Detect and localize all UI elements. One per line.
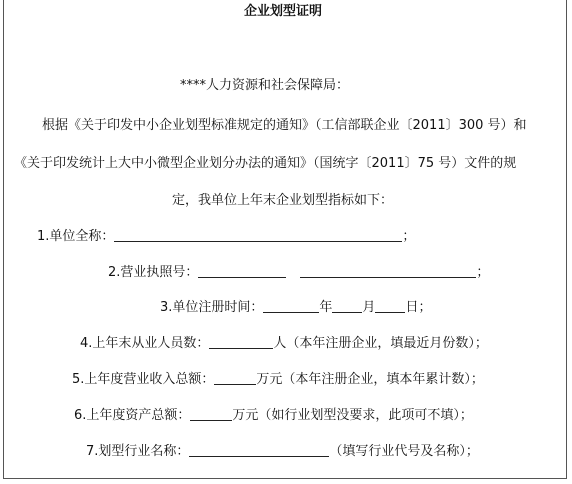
item-industry-label: 7.划型行业名称：: [86, 444, 190, 459]
item-license-label: 2.营业执照号：: [108, 265, 199, 280]
item-license-end: ；: [476, 265, 490, 280]
item-employees-label: 4.上年末从业人员数：: [80, 336, 210, 351]
intro-line-3: 定，我单位上年末企业划型指标如下：: [172, 193, 394, 208]
registration-day-field[interactable]: [375, 300, 405, 313]
assets-field[interactable]: [190, 408, 232, 421]
revenue-note: （本年注册企业，填本年累计数）；: [282, 372, 484, 387]
registration-month-field[interactable]: [332, 300, 362, 313]
item-industry: [86, 444, 479, 460]
employees-field[interactable]: [209, 336, 273, 349]
registration-year-field[interactable]: [263, 300, 319, 313]
assets-unit: 万元: [232, 408, 259, 423]
day-label: 日；: [405, 300, 432, 315]
license-number-field-b[interactable]: [300, 265, 476, 278]
item-assets-label: 6.上年度资产总额：: [74, 408, 191, 423]
industry-field[interactable]: [189, 444, 329, 457]
license-number-field-a[interactable]: [198, 265, 286, 278]
item-assets: [74, 408, 473, 424]
intro-line-1: 根据《关于印发中小企业划型标准规定的通知》（工信部联企业〔2011〕300 号）和: [42, 118, 527, 133]
industry-note: （填写行业代号及名称）；: [329, 444, 479, 459]
month-label: 月: [362, 300, 376, 315]
item-unit-name-end: ；: [402, 229, 416, 244]
item-registration-date: [160, 300, 431, 316]
year-label: 年: [319, 300, 333, 315]
intro-line-2: 《关于印发统计上大中小微型企业划分办法的通知》（国统字〔2011〕75 号）文件的规: [14, 156, 517, 171]
addressee: ****人力资源和社会保障局：: [180, 78, 350, 93]
assets-note: （如行业划型没要求，此项可不填）；: [258, 408, 473, 423]
item-unit-name-label: 1.单位全称：: [37, 229, 115, 244]
item-revenue-label: 5.上年度营业收入总额：: [72, 372, 215, 387]
item-unit-name: [37, 229, 415, 245]
item-registration-label: 3.单位注册时间：: [160, 300, 264, 315]
employees-note: （本年注册企业，填最近月份数）；: [286, 336, 488, 351]
unit-name-field[interactable]: [114, 229, 402, 242]
revenue-field[interactable]: [214, 372, 256, 385]
item-license-number: [108, 265, 489, 281]
employees-unit: 人: [273, 336, 287, 351]
document-title: 企业划型证明: [244, 4, 323, 19]
item-employees: [80, 336, 488, 352]
revenue-unit: 万元: [256, 372, 283, 387]
item-revenue: [72, 372, 484, 388]
